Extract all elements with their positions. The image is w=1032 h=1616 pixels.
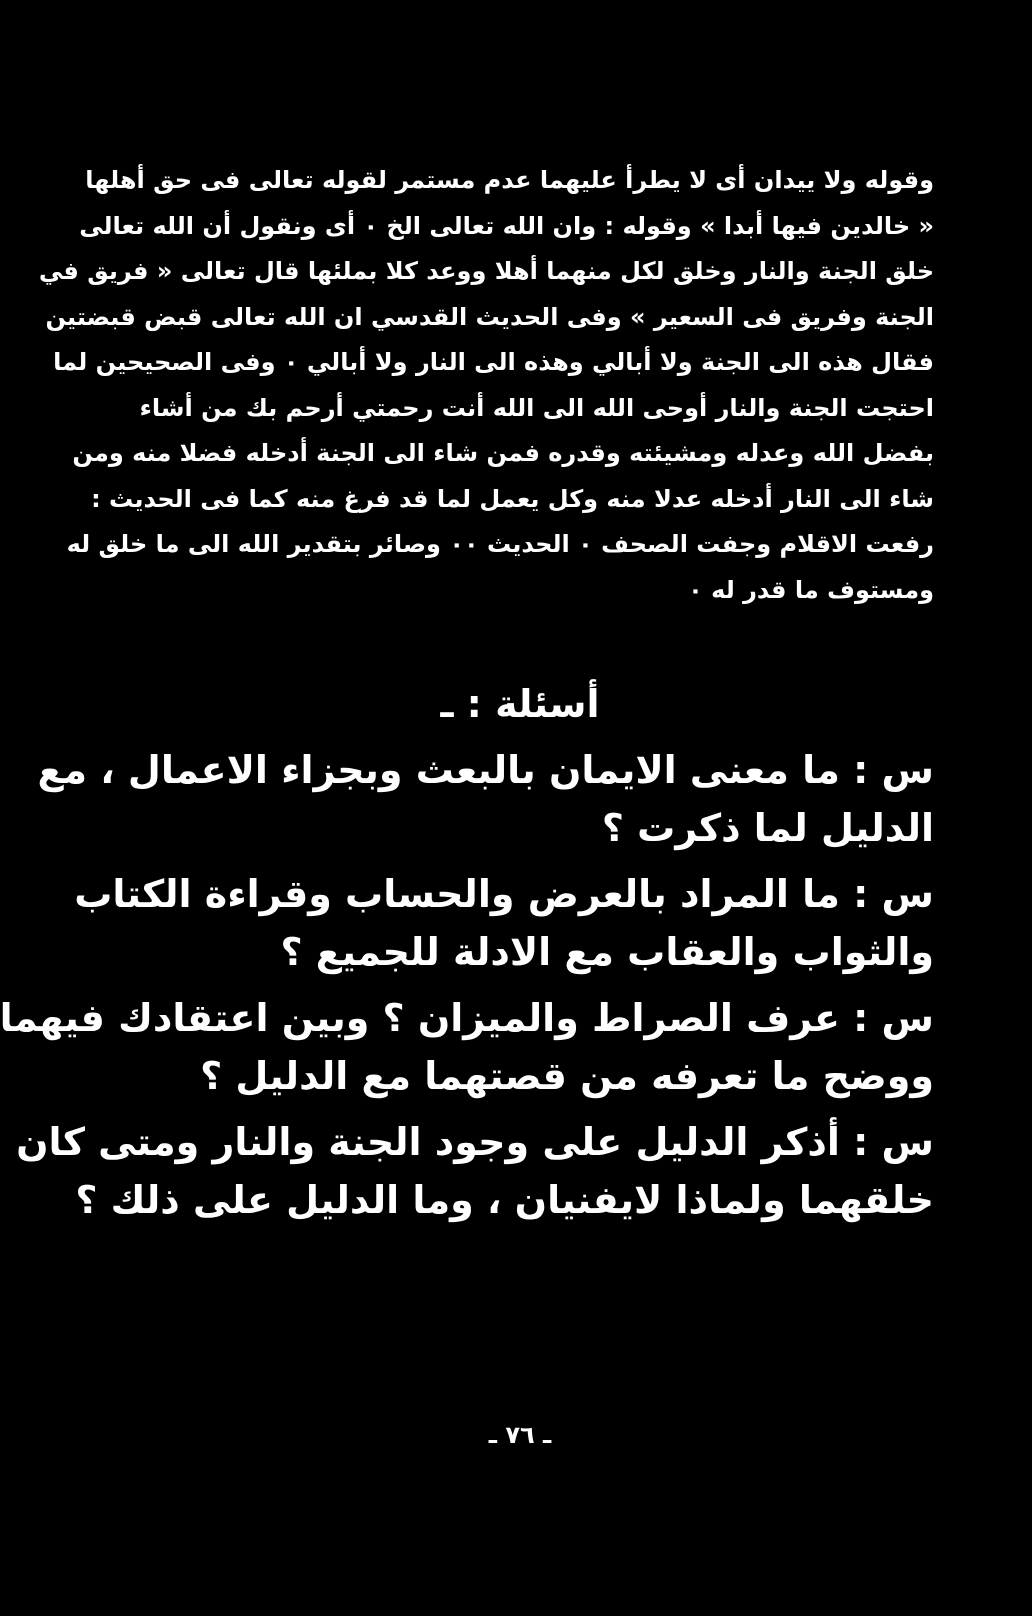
- body-line: خلق الجنة والنار وخلق لكل منهما أهلا ووعد كلا بملئها قال تعالى « فريق في: [38, 257, 934, 285]
- body-line: بفضل الله وعدله ومشيئته وقدره فمن شاء الى الجنة أدخله فضلا منه ومن: [72, 439, 934, 467]
- question-item: [37, 742, 934, 858]
- body-line: رفعت الاقلام وجفت الصحف ٠ الحديث ٠٠ وصائر بتقدير الله الى ما خلق له: [66, 530, 934, 558]
- body-line: فقال هذه الى الجنة ولا أبالي وهذه الى النار ولا أبالي ٠ وفى الصحيحين لما: [53, 348, 934, 376]
- body-line: الجنة وفريق فى السعير » وفى الحديث القدسي ان الله تعالى قبض قبضتين: [45, 302, 934, 331]
- body-line: شاء الى النار أدخله عدلا منه وكل يعمل لما قد فرغ منه كما فى الحديث :: [91, 484, 934, 513]
- question-item: [74, 866, 934, 982]
- question-line: والثواب والعقاب مع الادلة للجميع ؟: [280, 930, 934, 974]
- question-line: خلقهما ولماذا لايفنيان ، وما الدليل على ذلك ؟: [75, 1178, 934, 1222]
- question-line: س : ما المراد بالعرض والحساب وقراءة الكتاب: [74, 872, 934, 916]
- question-item: [0, 990, 934, 1106]
- body-line: احتجت الجنة والنار أوحى الله الى الله أنت رحمتي أرحم بك من أشاء: [139, 393, 934, 422]
- question-item: [16, 1114, 934, 1230]
- question-line: ووضح ما تعرفه من قصتهما مع الدليل ؟: [200, 1054, 934, 1098]
- body-line: « خالدين فيها أبدا » وقوله : وان الله تعالى الخ ٠ أى ونقول أن الله تعالى: [79, 211, 934, 240]
- page-number: ـ ٧٦ ـ: [488, 1421, 552, 1449]
- questions-list: [0, 742, 934, 1238]
- body-line: ومستوف ما قدر له ٠: [688, 575, 934, 604]
- body-paragraph: [38, 158, 934, 613]
- question-line: س : أذكر الدليل على وجود الجنة والنار ومتى كان: [16, 1120, 934, 1164]
- question-line: س : ما معنى الايمان بالبعث وبجزاء الاعمال ، مع: [37, 748, 934, 792]
- question-line: س : عرف الصراط والميزان ؟ وبين اعتقادك فيهما: [0, 996, 934, 1040]
- questions-heading: أسئلة : ـ: [440, 682, 600, 726]
- body-line: وقوله ولا ييدان أى لا يطرأ عليهما عدم مستمر لقوله تعالى فى حق أهلها: [85, 166, 934, 194]
- question-line: الدليل لما ذكرت ؟: [601, 806, 934, 850]
